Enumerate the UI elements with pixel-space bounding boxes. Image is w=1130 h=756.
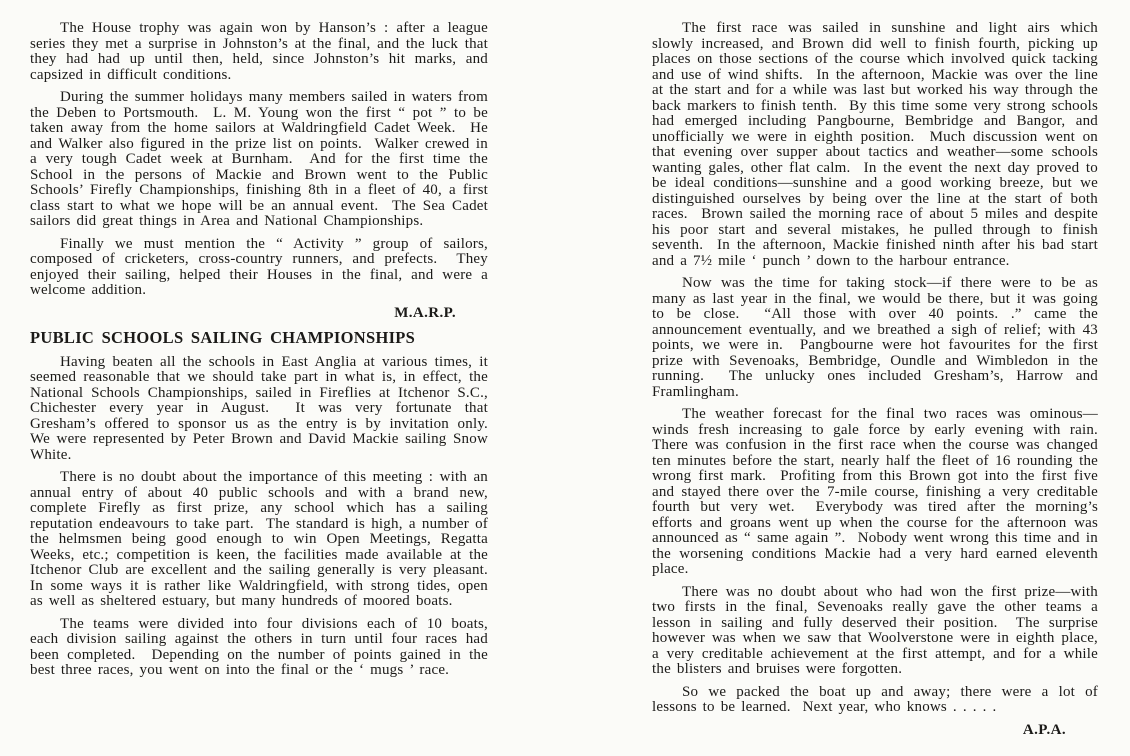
- right-column: [652, 20, 1110, 747]
- paragraph-weather-forecast: The weather forecast for the final two races was ominous—winds fresh increasing to gale force by early evening with rain. There was confusion in the first race when the course was changed ten minutes before the start, nearly half the fleet of 16 rounding the wrong first mark. Profiting from this Brown got into the first five and stayed there over the 7-mile course, finishing a very creditable fourth but very wet. Everybody was tired after the morning’s efforts and groans went up when the course for the afternoon was announced as “ same again ”. Nobody went wrong this time and in the worsening conditions Mackie had a very hard earned eleventh place.: [652, 406, 1110, 577]
- paragraph-first-race: The first race was sailed in sunshine and light airs which slowly increased, and Brown did well to finish fourth, picking up places on those sections of the course which involved quick tacking and use of wind shifts. In the afternoon, Mackie was over the line at the start and for a while was last but worked his way through the back markers to finish tenth. By this time some very strong schools had emerged including Pangbourne, Bembridge and Bangor, and unofficially we were in eighth position. Much discussion went on that evening over supper about tactics and weather—some schools wanting gales, other flat calm. In the event the next day proved to be ideal conditions—sunshine and a good working breeze, but we distinguished ourselves by being over the line at the start of both races. Brown sailed the morning race of about 5 miles and despite his poor start and several mistakes, he pulled through to finish seventh. In the afternoon, Mackie finished ninth after his bad start and a 7½ mile ‘ punch ’ down to the harbour entrance.: [652, 20, 1104, 269]
- paragraph-teams-divided: The teams were divided into four divisions each of 10 boats, each division sailing against the others in turn until four races had been completed. Depending on the number of points gained in the best three races, you went on into the final or the ‘ mugs ’ race.: [30, 615, 494, 678]
- paragraph-house-trophy: The House trophy was again won by Hanson’s : after a league series they met a surprise in Johnston’s at the final, and the luck that they had had up until then, held, since Johnston’s hit marks, and capsized in difficult conditions.: [30, 20, 494, 83]
- left-column: [30, 20, 500, 686]
- section-heading-public-schools-sailing: PUBLIC SCHOOLS SAILING CHAMPIONSHIPS: [30, 328, 416, 347]
- author-initials-apa: A.P.A.: [1022, 721, 1066, 738]
- paragraph-taking-stock: Now was the time for taking stock—if there were to be as many as last year in the final, we would be there, but it was going to be close. “All those with over 40 points. .” came the announcement eventually, and we breathed a sigh of relief; with 43 points, we were in. Pangbourne were hot favourites for the first prize with Sevenoaks, Bembridge, Oundle and Wimbledon in the running. The unlucky ones included Gresham’s, Harrow and Framlingham.: [652, 275, 1104, 400]
- paragraph-first-prize: There was no doubt about who had won the first prize—with two firsts in the final, Sevenoaks really gave the other teams a lesson in sailing and fully deserved their position. The surprise however was when we saw that Woolverstone were in eighth place, a very creditable achievement at the first attempt, and for a while the blisters and bruises were forgotten.: [652, 583, 1104, 677]
- paragraph-importance-of-meeting: There is no doubt about the importance of this meeting : with an annual entry of about 40 public schools and with a brand new, complete Firefly as first prize, any school which has a sailing reputation endeavours to take part. The standard is high, a number of the helmsmen being good enough to win Open Meetings, Regatta Weeks, etc.; competition is keen, the facilities made available at the Itchenor Club are excellent and the sailing generally is very pleasant. In some ways it is rather like Waldringfield, with strong tides, open as well as sheltered estuary, but many hundreds of moored boats.: [30, 469, 500, 609]
- paragraph-packed-the-boat: So we packed the boat up and away; there were a lot of lessons to be learned. Next year, who knows . . . . .: [652, 683, 1104, 715]
- author-initials-marp: M.A.R.P.: [394, 304, 456, 321]
- paragraph-activity-group: Finally we must mention the “ Activity ” group of sailors, composed of cricketers, cross-country runners, and prefects. They enjoyed their sailing, helped their Houses in the final, and were a welcome addition.: [30, 235, 494, 298]
- paragraph-having-beaten: Having beaten all the schools in East Anglia at various times, it seemed reasonable that we should take part in what is, in effect, the National Schools Championships, sailed in Fireflies at Itchenor S.C., Chichester every year in August. It was very fortunate that Gresham’s offered to sponsor us as the entry is by invitation only. We were represented by Peter Brown and David Mackie sailing Snow White.: [30, 353, 500, 463]
- paragraph-summer-holidays: During the summer holidays many members sailed in waters from the Deben to Portsmouth. L. M. Young won the first “ pot ” to be taken away from the home sailors at Waldringfield Cadet Week. He and Walker also figured in the prize list on points. Walker crewed in a very tough Cadet week at Burnham. And for the first time the School in the persons of Mackie and Brown went to the Public Schools’ Firefly Championships, finishing 8th in a fleet of 40, a first class start to what we hope will be an annual event. The Sea Cadet sailors did great things in Area and National Championships.: [30, 89, 494, 229]
